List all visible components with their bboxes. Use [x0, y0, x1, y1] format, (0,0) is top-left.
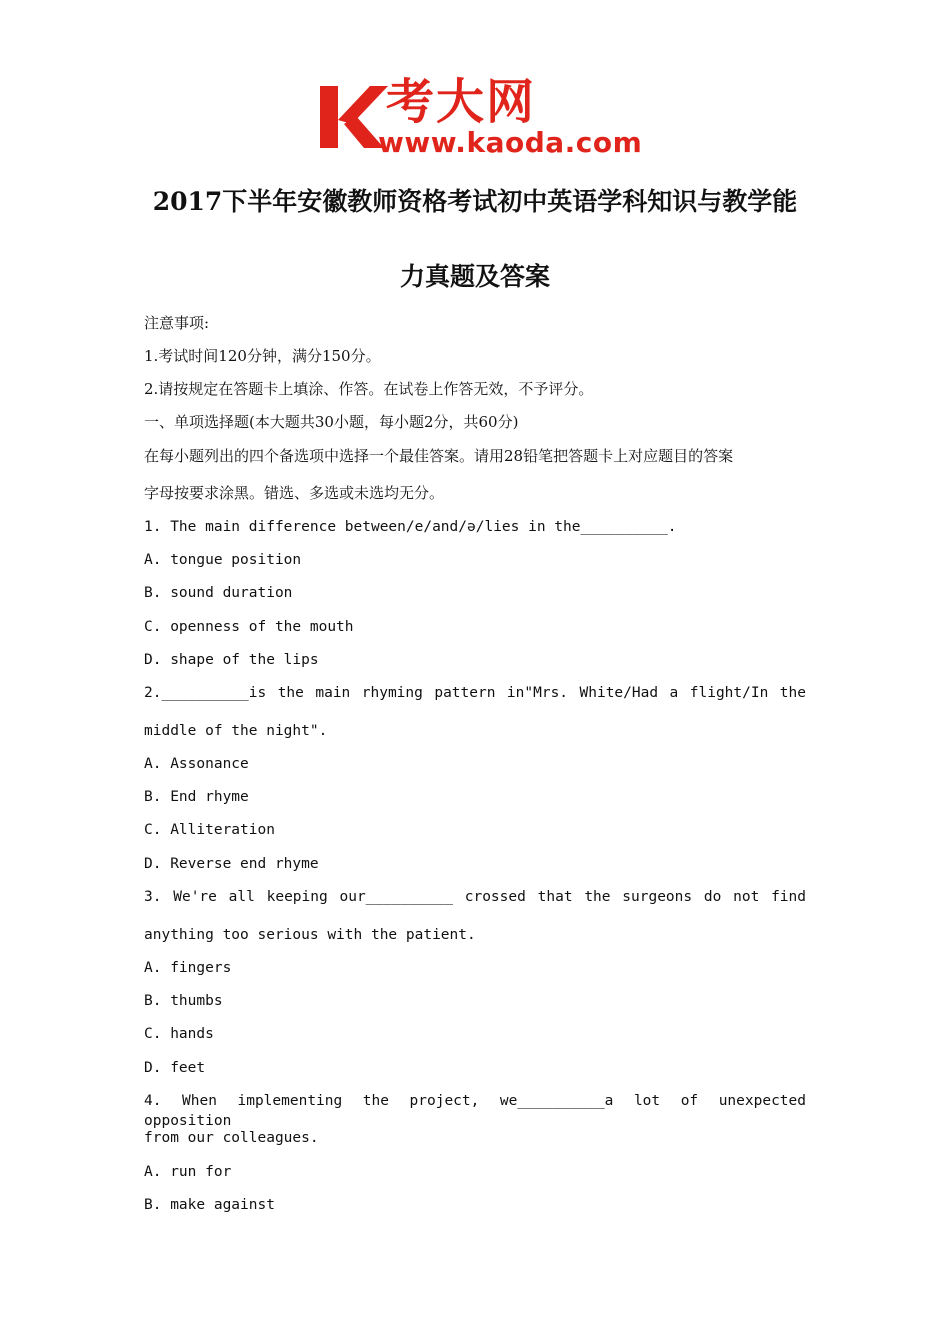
- section-heading: 一、单项选择题(本大题共30小题，每小题2分，共60分): [144, 413, 519, 431]
- document-title-line-1: 2017下半年安徽教师资格考试初中英语学科知识与教学能: [152, 187, 798, 216]
- section-instruction: 在每小题列出的四个备选项中选择一个最佳答案。请用28铅笔把答题卡上对应题目的答案: [144, 447, 734, 465]
- question-2-stem-cont: middle of the night".: [144, 723, 328, 739]
- question-3-stem: 3. We're all keeping our__________ crossed that the surgeons do not find: [144, 889, 806, 905]
- question-3-option-a: A. fingers: [144, 960, 232, 976]
- question-4-stem: 4. When implementing the project, we__________a lot of unexpected opposition: [144, 1093, 806, 1129]
- question-3-stem-cont: anything too serious with the patient.: [144, 927, 476, 943]
- question-4-option-a: A. run for: [144, 1164, 232, 1180]
- question-4-option-b: B. make against: [144, 1197, 275, 1213]
- document-title-line-2: 力真题及答案: [399, 262, 550, 291]
- note-item: 1.考试时间120分钟，满分150分。: [144, 347, 381, 365]
- logo-url-text: www.kaoda.com: [378, 126, 643, 159]
- question-3-option-b: B. thumbs: [144, 993, 223, 1009]
- question-1-option-d: D. shape of the lips: [144, 652, 319, 668]
- notes-heading: 注意事项:: [144, 314, 210, 332]
- question-1-stem: 1. The main difference between/e/and/ə/lies in the__________.: [144, 519, 677, 535]
- question-2-option-b: B. End rhyme: [144, 789, 249, 805]
- question-4-stem-cont: from our colleagues.: [144, 1130, 319, 1146]
- question-1-option-a: A. tongue position: [144, 552, 302, 568]
- question-3-option-d: D. feet: [144, 1060, 206, 1076]
- question-1-option-c: C. openness of the mouth: [144, 619, 354, 635]
- question-2-option-d: D. Reverse end rhyme: [144, 856, 319, 872]
- site-logo: [318, 74, 643, 160]
- section-instruction-cont: 字母按要求涂黑。错选、多选或未选均无分。: [144, 484, 445, 502]
- question-2-option-c: C. Alliteration: [144, 822, 275, 838]
- question-2-option-a: A. Assonance: [144, 756, 249, 772]
- question-3-option-c: C. hands: [144, 1026, 214, 1042]
- question-1-option-b: B. sound duration: [144, 585, 293, 601]
- logo-brand-text: 考大网: [386, 74, 537, 130]
- note-item: 2.请按规定在答题卡上填涂、作答。在试卷上作答无效，不予评分。: [144, 380, 594, 398]
- question-2-stem: 2.__________is the main rhyming pattern in"Mrs. White/Had a flight/In the: [144, 685, 806, 701]
